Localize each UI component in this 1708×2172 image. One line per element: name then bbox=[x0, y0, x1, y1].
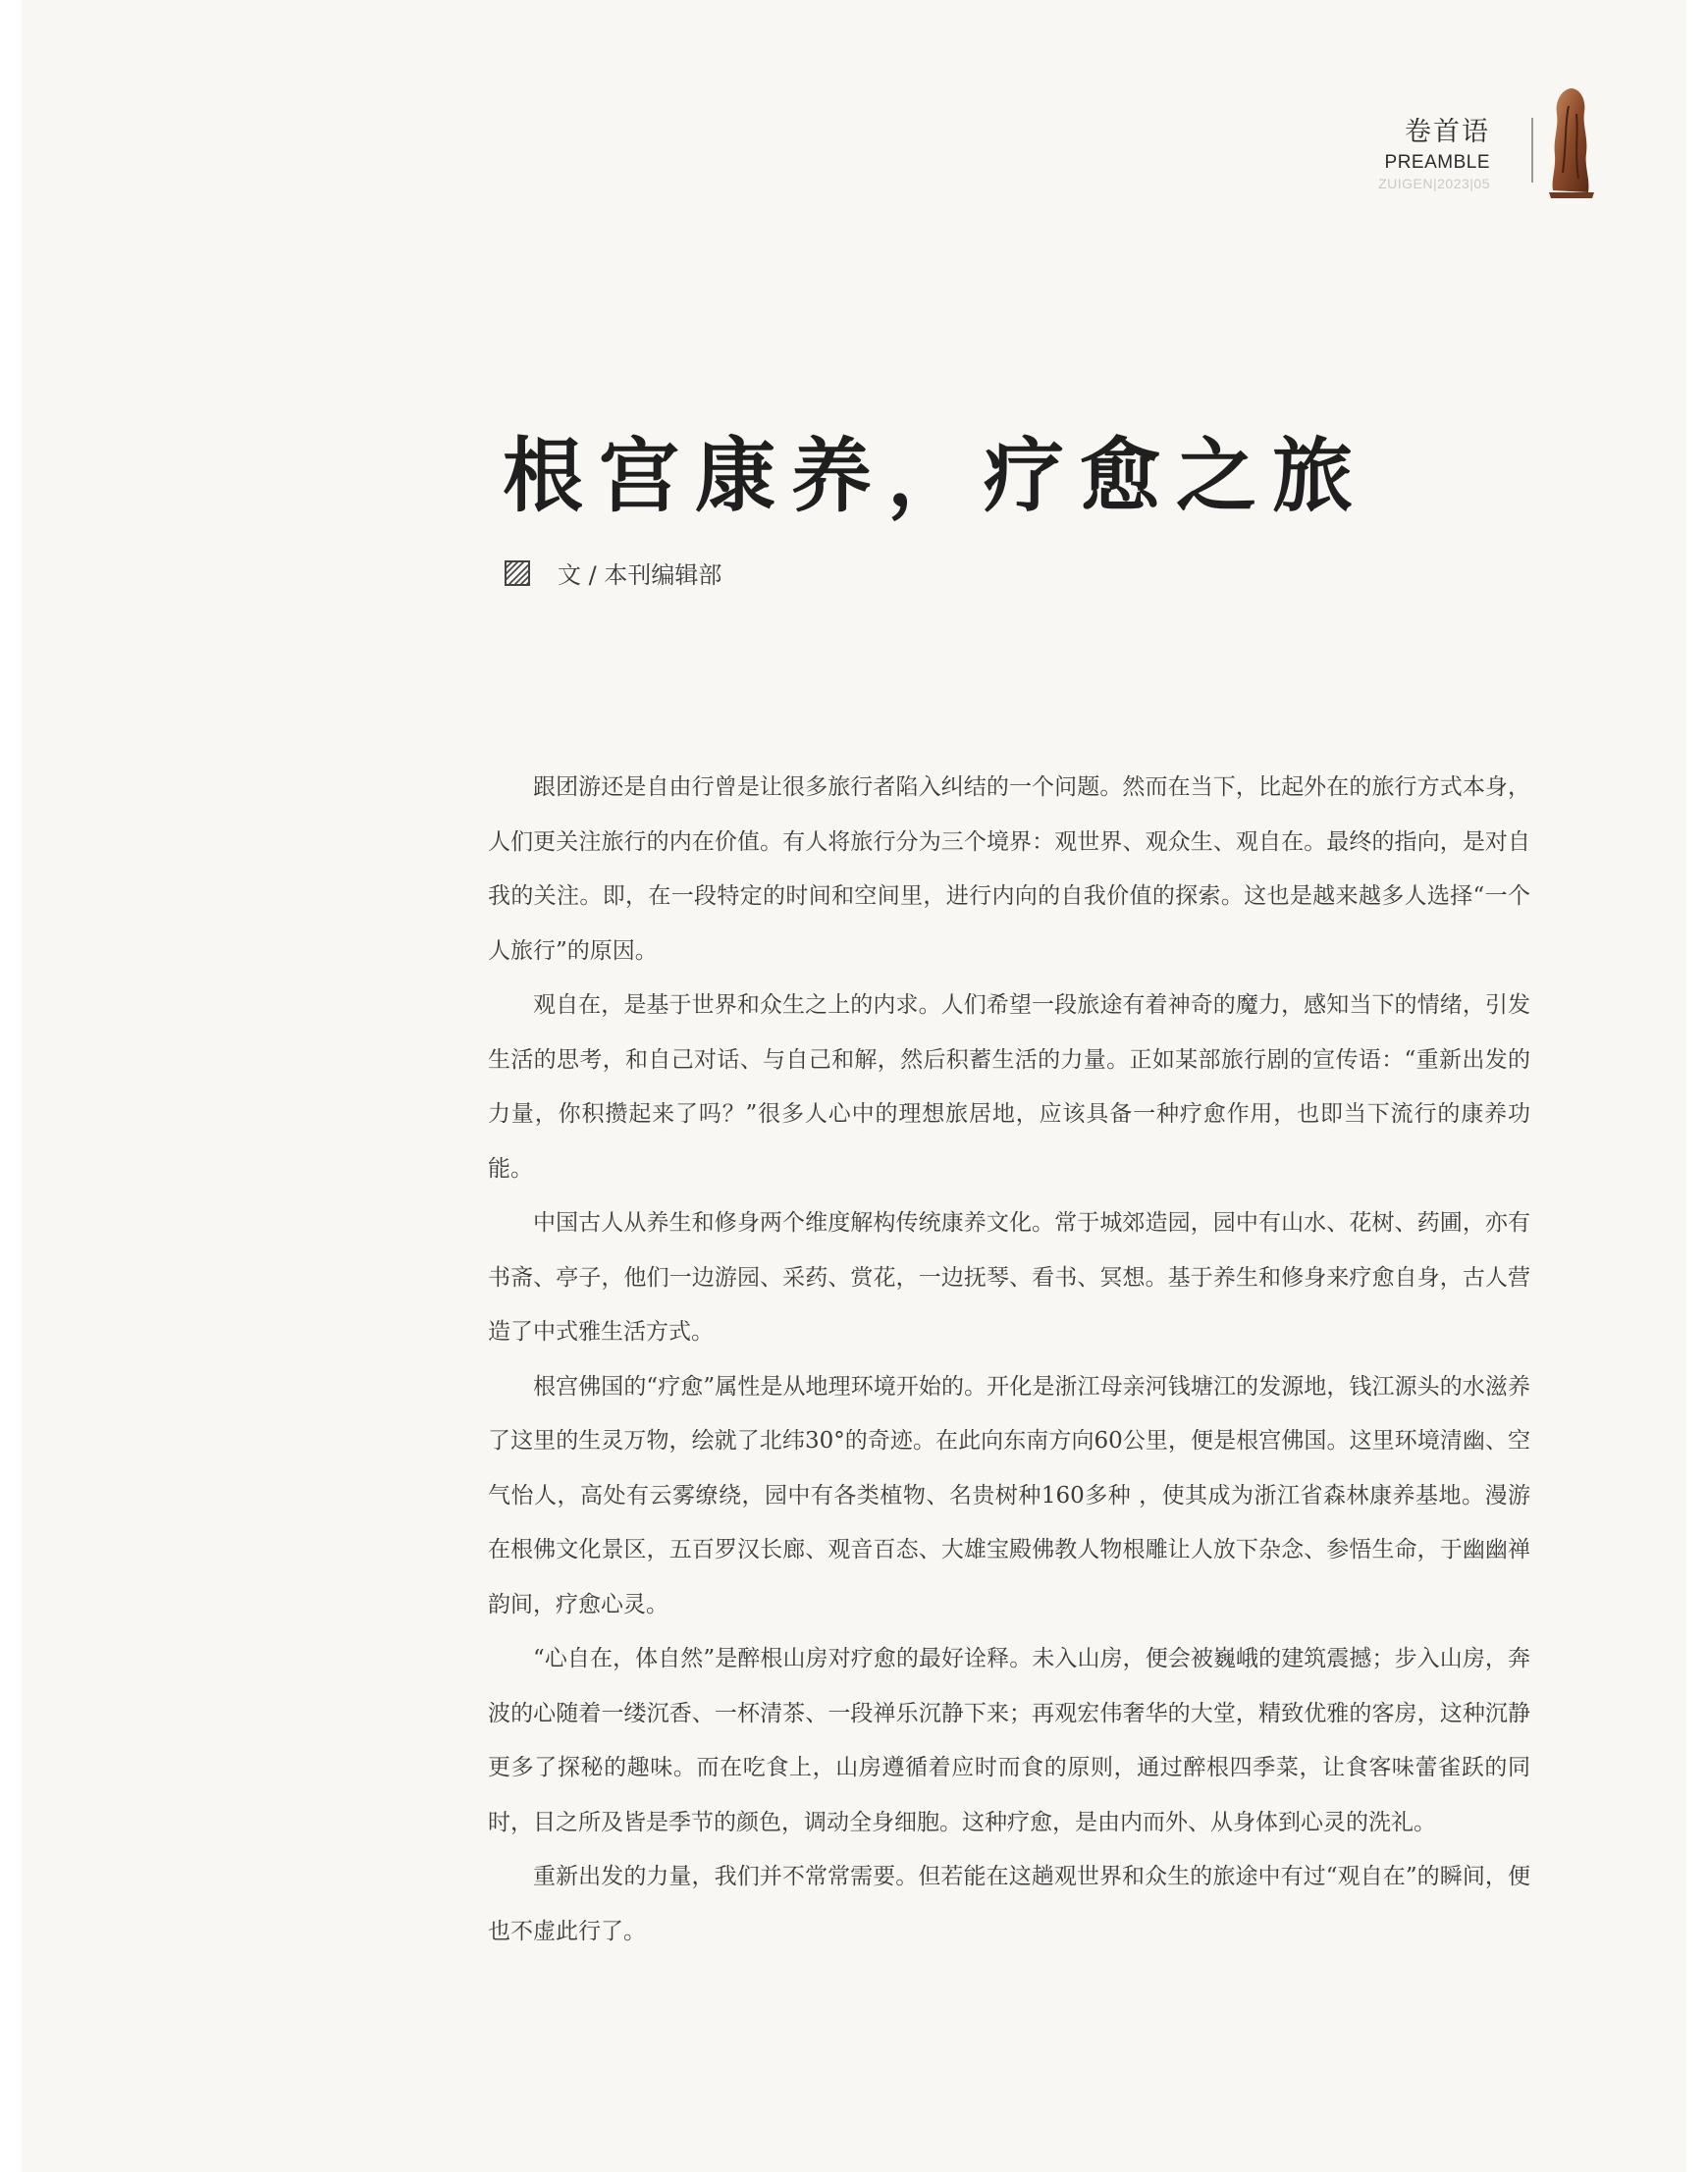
root-carving-icon bbox=[1541, 84, 1600, 202]
paragraph: “心自在，体自然”是醉根山房对疗愈的最好诠释。未入山房，便会被巍峨的建筑震撼；步入山房，奔波的心随着一缕沉香、一杯清茶、一段禅乐沉静下来；再观宏伟奢华的大堂，精致优雅的客房，这种沉静更多了探秘的趣味。而在吃食上，山房遵循着应时而食的原则，通过醉根四季菜，让食客味蕾雀跃的同时，目之所及皆是季节的颜色，调动全身细胞。这种疗愈，是由内而外、从身体到心灵的洗礼。 bbox=[488, 1646, 1530, 1835]
paragraph: 根宫佛国的“疗愈”属性是从地理环境开始的。开化是浙江母亲河钱塘江的发源地，钱江源头的水滋养了这里的生灵万物，绘就了北纬30°的奇迹。在此向东南方向60公里，便是根宫佛国。这里环境清幽、空气怡人，高处有云雾缭绕，园中有各类植物、名贵树种160多种 ，使其成为浙江省森林康养基地。漫游在根佛文化景区，五百罗汉长廊、观音百态、大雄宝殿佛教人物根雕让人放下杂念、参悟生命，于幽幽禅韵间，疗愈心灵。 bbox=[488, 1373, 1530, 1617]
page bbox=[22, 0, 1686, 2172]
paragraph: 重新出发的力量，我们并不常常需要。但若能在这趟观世界和众生的旅途中有过“观自在”的瞬间，便也不虚此行了。 bbox=[488, 1864, 1530, 1944]
issue-number: ZUIGEN|2023|05 bbox=[1378, 176, 1490, 191]
paragraph: 观自在，是基于世界和众生之上的内求。人们希望一段旅途有着神奇的魔力，感知当下的情绪，引发生活的思考，和自己对话、与自己和解，然后积蓄生活的力量。正如某部旅行剧的宣传语：“重新出发的力量，你积攒起来了吗？”很多人心中的理想旅居地，应该具备一种疗愈作用，也即当下流行的康养功能。 bbox=[488, 992, 1530, 1182]
header-divider bbox=[1531, 118, 1533, 183]
section-title-en: PREAMBLE bbox=[1384, 152, 1490, 173]
byline-text: 文 / 本刊编辑部 bbox=[558, 561, 722, 589]
section-title-cn: 卷首语 bbox=[1405, 117, 1490, 147]
section-header bbox=[1294, 110, 1490, 191]
byline bbox=[505, 556, 721, 590]
paragraph: 跟团游还是自由行曾是让很多旅行者陷入纠结的一个问题。然而在当下，比起外在的旅行方式本身，人们更关注旅行的内在价值。有人将旅行分为三个境界：观世界、观众生、观自在。最终的指向，是对自我的关注。即，在一段特定的时间和空间里，进行内向的自我价值的探索。这也是越来越多人选择“一个人旅行”的原因。 bbox=[488, 774, 1530, 964]
hatched-square-icon bbox=[505, 560, 530, 586]
article-body bbox=[488, 761, 1530, 1959]
article-title: 根宫康养，疗愈之旅 bbox=[503, 429, 1369, 523]
paragraph: 中国古人从养生和修身两个维度解构传统康养文化。常于城郊造园，园中有山水、花树、药圃，亦有书斋、亭子，他们一边游园、采药、赏花，一边抚琴、看书、冥想。基于养生和修身来疗愈自身，古人营造了中式雅生活方式。 bbox=[488, 1210, 1530, 1345]
